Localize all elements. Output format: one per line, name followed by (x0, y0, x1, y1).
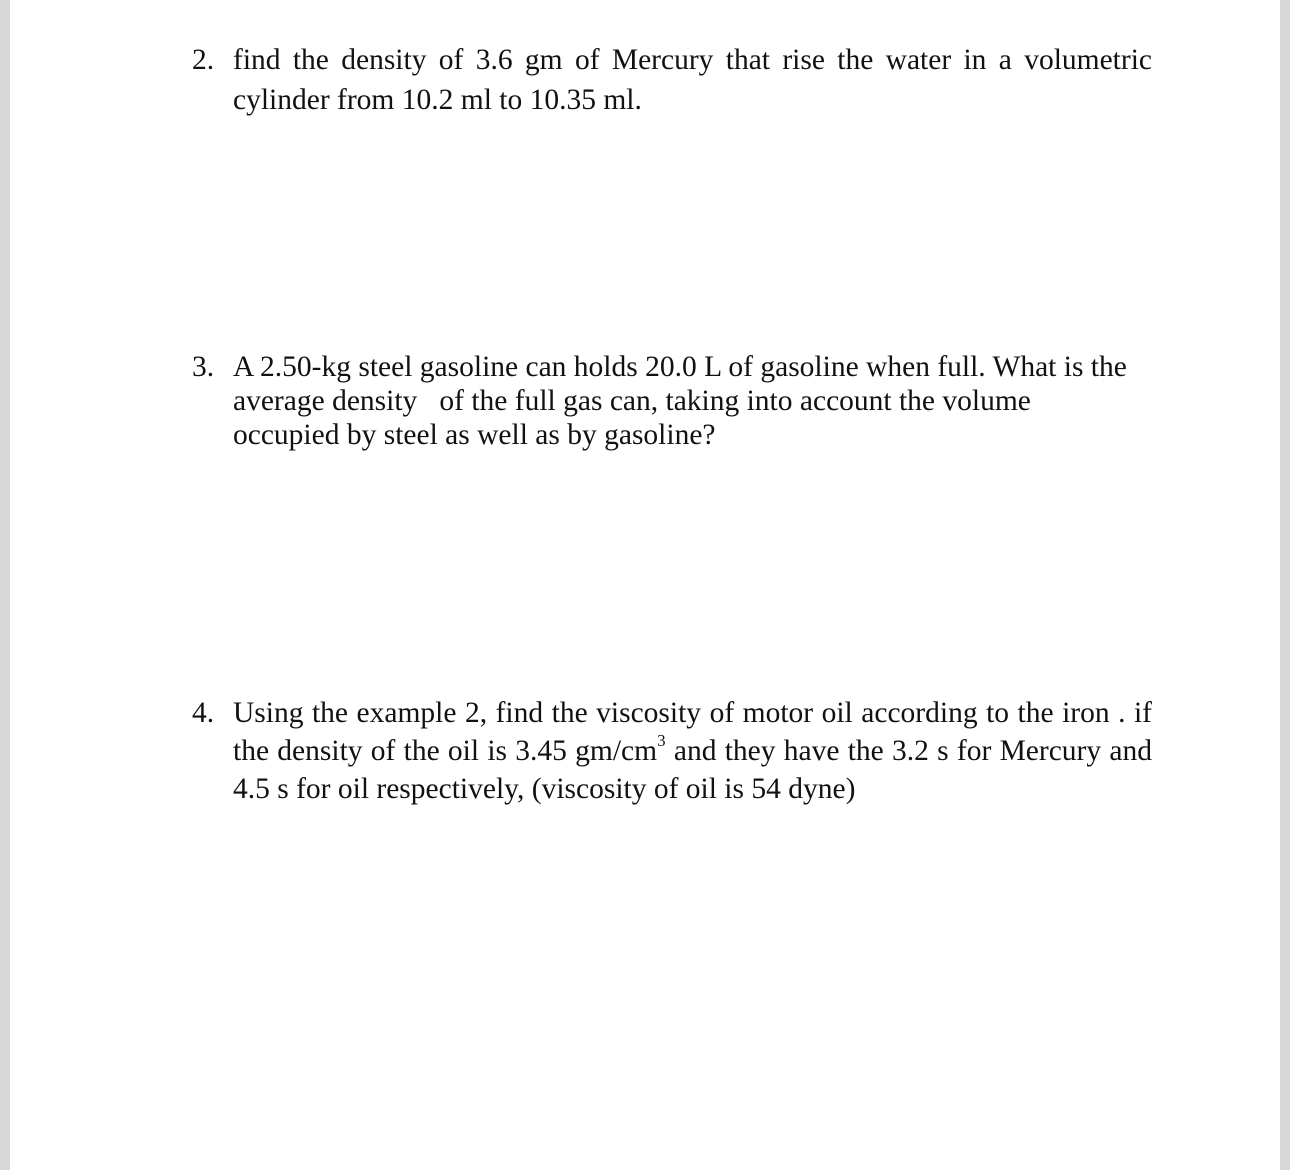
question-3 (192, 350, 1152, 452)
question-line (233, 732, 1152, 770)
question-number: 4. (192, 697, 215, 729)
question-4 (192, 694, 1152, 808)
question-text (233, 350, 1152, 452)
superscript-exponent: 3 (657, 731, 666, 750)
question-line: occupied by steel as well as by gasoline? (233, 419, 716, 451)
question-line: cylinder from 10.2 ml to 10.35 ml. (233, 84, 642, 116)
question-line: find the density of 3.6 gm of Mercury that rise the water in a volumetric (233, 44, 1152, 76)
document-page (10, 0, 1280, 1170)
question-text (233, 694, 1152, 808)
question-number: 2. (192, 44, 215, 76)
question-line: A 2.50-kg steel gasoline can holds 20.0 L of gasoline when full. What is the (233, 351, 1127, 383)
question-line: average density of the full gas can, taking into account the volume (233, 385, 1031, 417)
question-2 (192, 40, 1152, 120)
question-line: 4.5 s for oil respectively, (viscosity of oil is 54 dyne) (233, 773, 856, 805)
line-text: and they have the 3.2 s for Mercury and (665, 735, 1152, 767)
line-text: the density of the oil is 3.45 gm/cm (233, 735, 658, 767)
question-number: 3. (192, 351, 215, 383)
question-line: Using the example 2, find the viscosity of motor oil according to the iron . if (233, 697, 1152, 729)
question-text (233, 40, 1152, 120)
